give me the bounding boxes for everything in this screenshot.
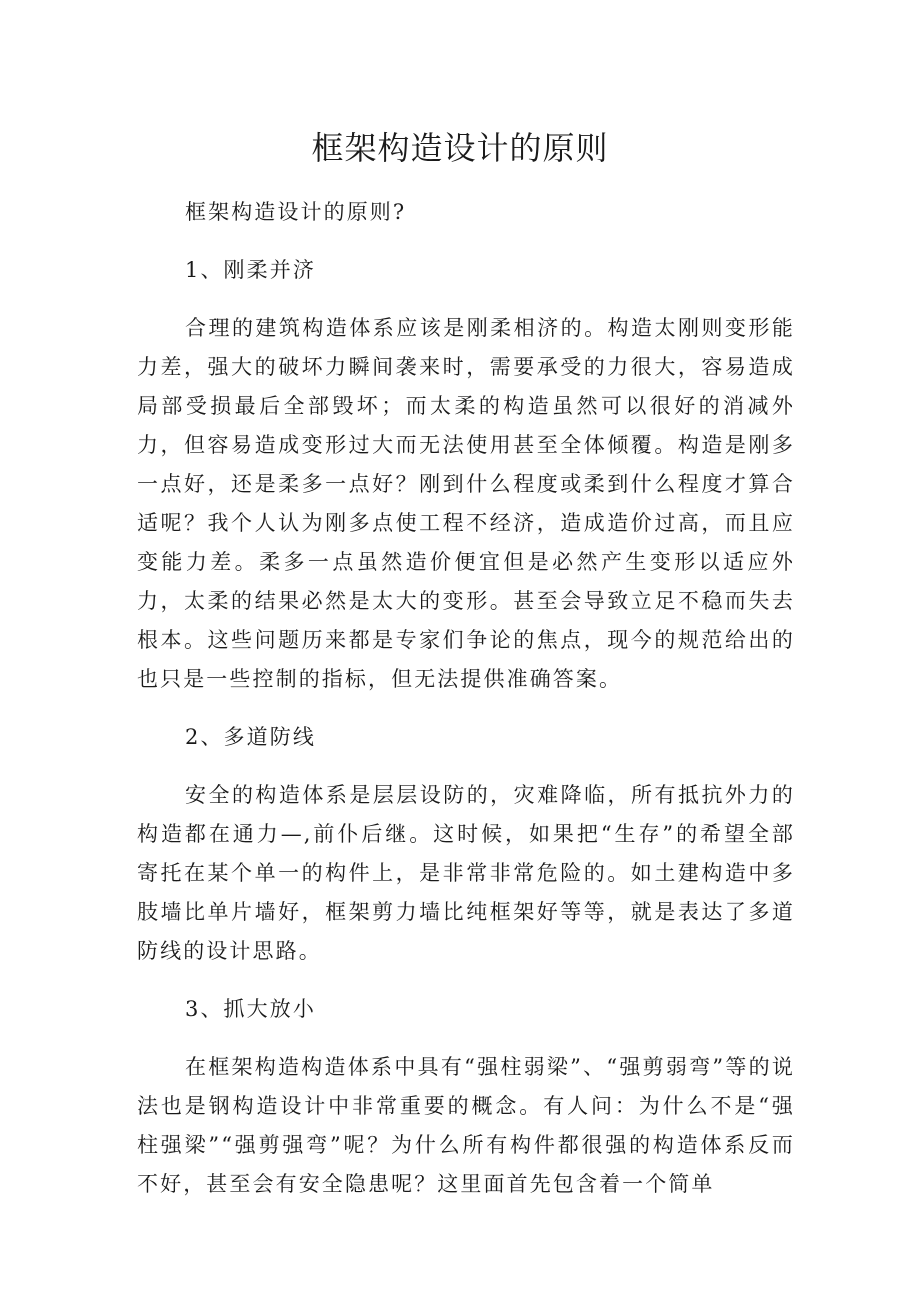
section-paragraph-3: 在框架构造构造体系中具有“强柱弱梁”、“强剪弱弯”等的说法也是钢构造设计中非常重要的概念。有人问：为什么不是“强柱强梁”“强剪强弯”呢？为什么所有构件都很强的构造体系反而不好，甚至会有安全隐患呢？这里面首先包含着一个简单 (137, 1055, 795, 1196)
section-heading-2: 2、多道防线 (185, 725, 316, 749)
section-paragraph-1: 合理的建筑构造体系应该是刚柔相济的。构造太刚则变形能力差，强大的破坏力瞬间袭来时，需要承受的力很大，容易造成局部受损最后全部毁坏；而太柔的构造虽然可以很好的消减外力，但容易造成变形过大而无法使用甚至全体倾覆。构造是刚多一点好，还是柔多一点好？刚到什么程度或柔到什么程度才算合适呢？我个人认为刚多点使工程不经济，造成造价过高，而且应变能力差。柔多一点虽然造价便宜但是必然产生变形以适应外力，太柔的结果必然是太大的变形。甚至会导致立足不稳而失去根本。这些问题历来都是专家们争论的焦点，现今的规范给出的也只是一些控制的指标，但无法提供准确答案。 (137, 316, 795, 691)
document-body (137, 193, 795, 1204)
section-heading-1: 1、刚柔并济 (185, 258, 316, 282)
section-paragraph-2: 安全的构造体系是层层设防的，灾难降临，所有抵抗外力的构造都在通力—,前仆后继。这时候，如果把“生存”的希望全部寄托在某个单一的构件上，是非常非常危险的。如土建构造中多肢墙比单片墙好，框架剪力墙比纯框架好等等，就是表达了多道防线的设计思路。 (137, 783, 795, 963)
document-title: 框架构造设计的原则 (311, 129, 609, 167)
section-heading-3: 3、抓大放小 (185, 997, 316, 1021)
intro-question: 框架构造设计的原则? (185, 200, 407, 224)
